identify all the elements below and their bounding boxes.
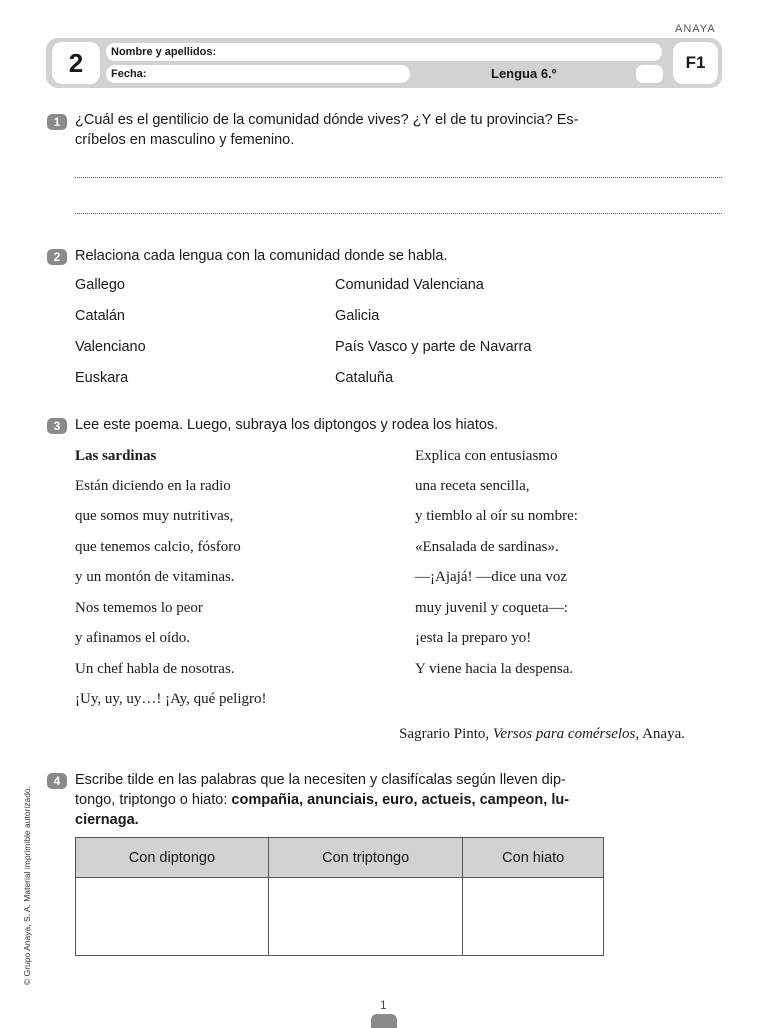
- q2-language-4: Euskara: [75, 370, 129, 386]
- q2-community-3: País Vasco y parte de Navarra: [335, 339, 532, 355]
- q2-community-2: Galicia: [335, 308, 380, 324]
- poem-verse: y tiemblo al oír su nombre:: [415, 508, 578, 524]
- poem-verse: que somos muy nutritivas,: [75, 508, 234, 524]
- q3-text: Lee este poema. Luego, subraya los diptongos y rodea los hiatos.: [75, 417, 499, 433]
- poem-verse: Explica con entusiasmo: [415, 448, 558, 464]
- q1-answer-line-2[interactable]: [75, 213, 722, 214]
- q1-answer-line-1[interactable]: [75, 177, 722, 178]
- publisher-logo: ANAYA: [675, 23, 716, 35]
- page-number: 1: [380, 998, 387, 1012]
- poem-verse: Están diciendo en la radio: [75, 478, 231, 494]
- poem-title: Las sardinas: [75, 448, 157, 464]
- column-header-triptongo: Con triptongo: [268, 838, 463, 878]
- q1-text: ¿Cuál es el gentilicio de la comunidad dónde vives? ¿Y el de tu provincia? Es- críbelos en masculino y femenino.: [75, 112, 579, 148]
- q2-language-1: Gallego: [75, 277, 125, 293]
- column-header-hiato: Con hiato: [463, 838, 604, 878]
- date-label: Fecha:: [111, 68, 147, 80]
- poem-verse: «Ensalada de sardinas».: [415, 539, 559, 555]
- q1-number: 1: [47, 113, 67, 131]
- name-label: Nombre y apellidos:: [111, 46, 217, 58]
- poem-verse: Y viene hacia la despensa.: [415, 661, 574, 677]
- q4-number: 4: [47, 772, 67, 790]
- poem-verse: ¡esta la preparo yo!: [415, 630, 532, 646]
- poem-verse: y un montón de vitaminas.: [75, 569, 235, 585]
- q2-community-4: Cataluña: [335, 370, 394, 386]
- poem-verse: una receta sencilla,: [415, 478, 530, 494]
- poem-credit: Sagrario Pinto, Versos para comérselos, Anaya.: [399, 726, 685, 742]
- page-tab: [371, 1014, 397, 1028]
- name-field[interactable]: [106, 43, 662, 61]
- q2-text: Relaciona cada lengua con la comunidad donde se habla.: [75, 248, 448, 264]
- unit-number: 2: [52, 42, 100, 84]
- poem-verse: y afinamos el oído.: [75, 630, 190, 646]
- q3-number: 3: [47, 417, 67, 435]
- answer-cell-triptongo[interactable]: [268, 878, 463, 956]
- copyright-notice: © Grupo Anaya, S. A. Material imprimible autorizado.: [22, 785, 32, 985]
- poem-verse: ¡Uy, uy, uy…! ¡Ay, qué peligro!: [75, 691, 267, 707]
- q2-community-1: Comunidad Valenciana: [335, 277, 484, 293]
- classification-table: [75, 837, 604, 956]
- course-field[interactable]: [636, 65, 663, 83]
- subject-label: Lengua 6.º: [491, 66, 557, 81]
- q2-language-3: Valenciano: [75, 339, 146, 355]
- q2-number: 2: [47, 248, 67, 266]
- q2-language-2: Catalán: [75, 308, 125, 324]
- poem-verse: —¡Ajajá! —dice una voz: [415, 569, 568, 585]
- q4-text: Escribe tilde en las palabras que la necesiten y clasifícalas según lleven dip- tongo, triptongo o hiato: compañia, anunciais, euro, actueis, campeon, lu- ciernaga.: [75, 772, 570, 828]
- date-field[interactable]: [106, 65, 410, 83]
- answer-cell-diptongo[interactable]: [76, 878, 269, 956]
- column-header-diptongo: Con diptongo: [76, 838, 269, 878]
- poem-verse: Un chef habla de nosotras.: [75, 661, 235, 677]
- sheet-code: F1: [673, 42, 718, 84]
- poem-verse: muy juvenil y coqueta—:: [415, 600, 568, 616]
- poem-verse: que tenemos calcio, fósforo: [75, 539, 241, 555]
- answer-cell-hiato[interactable]: [463, 878, 604, 956]
- poem-verse: Nos tememos lo peor: [75, 600, 203, 616]
